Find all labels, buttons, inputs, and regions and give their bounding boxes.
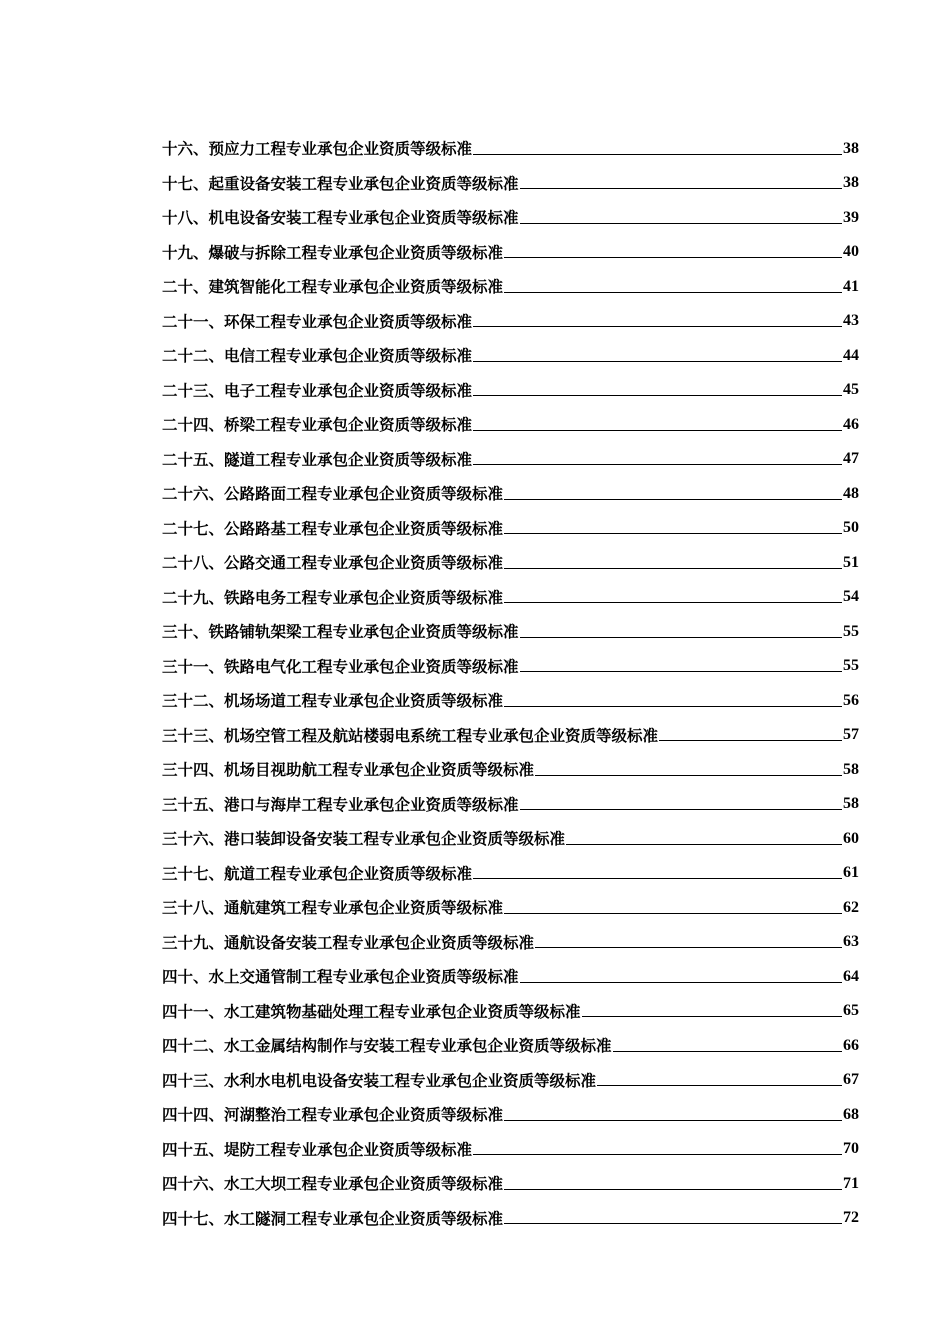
toc-entry-page-number: 54 [843, 588, 859, 605]
toc-entry[interactable] [162, 743, 859, 778]
toc-entry-title: 三十一、铁路电气化工程专业承包企业资质等级标准 [162, 656, 519, 676]
toc-entry[interactable] [162, 881, 859, 916]
toc-entry[interactable] [162, 1157, 859, 1192]
toc-entry-title: 二十三、电子工程专业承包企业资质等级标准 [162, 380, 473, 400]
toc-entry-title: 三十五、港口与海岸工程专业承包企业资质等级标准 [162, 794, 519, 814]
toc-entry[interactable] [162, 364, 859, 399]
toc-leader-line [473, 464, 842, 465]
toc-leader-line [582, 1016, 842, 1017]
toc-entry-title: 四十五、堤防工程专业承包企业资质等级标准 [162, 1139, 473, 1159]
toc-entry-title: 四十四、河湖整治工程专业承包企业资质等级标准 [162, 1105, 504, 1124]
toc-entry[interactable] [162, 1192, 859, 1227]
toc-leader-line [520, 982, 842, 983]
toc-leader-line [535, 775, 842, 776]
toc-leader-line [504, 257, 842, 258]
toc-entry[interactable] [162, 536, 859, 571]
toc-entry-page-number: 68 [843, 1105, 859, 1123]
toc-entry[interactable] [162, 605, 859, 640]
toc-entry[interactable] [162, 916, 859, 951]
toc-leader-line [535, 947, 842, 948]
toc-entry[interactable] [162, 1123, 859, 1158]
toc-leader-line [520, 671, 842, 672]
toc-entry-page-number: 45 [843, 381, 859, 398]
toc-entry[interactable] [162, 398, 859, 433]
toc-leader-line [520, 188, 842, 189]
toc-entry[interactable] [162, 950, 859, 985]
toc-entry-page-number: 38 [843, 174, 859, 191]
toc-entry-page-number: 67 [843, 1071, 859, 1088]
toc-entry-page-number: 56 [843, 691, 859, 709]
toc-entry-title: 十六、预应力工程专业承包企业资质等级标准 [162, 139, 473, 158]
toc-entry[interactable] [162, 778, 859, 813]
toc-leader-line [473, 154, 842, 155]
toc-entry-page-number: 66 [843, 1036, 859, 1054]
toc-entry-page-number: 55 [843, 657, 859, 674]
toc-entry-page-number: 65 [843, 1002, 859, 1019]
toc-entry-title: 三十七、航道工程专业承包企业资质等级标准 [162, 863, 473, 883]
toc-entry-title: 二十七、公路路基工程专业承包企业资质等级标准 [162, 518, 504, 538]
toc-entry[interactable] [162, 467, 859, 502]
toc-entry-page-number: 72 [843, 1209, 859, 1226]
toc-entry-page-number: 43 [843, 312, 859, 329]
toc-entry-title: 二十一、环保工程专业承包企业资质等级标准 [162, 311, 473, 331]
toc-entry[interactable] [162, 847, 859, 882]
toc-entry-page-number: 64 [843, 967, 859, 985]
toc-entry-page-number: 62 [843, 898, 859, 916]
toc-entry[interactable] [162, 260, 859, 295]
toc-leader-line [473, 326, 842, 327]
toc-leader-line [504, 568, 842, 569]
toc-leader-line [504, 602, 842, 603]
toc-entry-page-number: 38 [843, 139, 859, 157]
toc-entry-title: 四十七、水工隧洞工程专业承包企业资质等级标准 [162, 1208, 504, 1228]
toc-entry-page-number: 48 [843, 484, 859, 502]
toc-leader-line [473, 1154, 842, 1155]
toc-leader-line [504, 913, 842, 914]
toc-entry-page-number: 63 [843, 933, 859, 950]
toc-leader-line [597, 1085, 842, 1086]
toc-entry-page-number: 41 [843, 277, 859, 295]
toc-leader-line [520, 637, 842, 638]
toc-entry-title: 四十六、水工大坝工程专业承包企业资质等级标准 [162, 1174, 504, 1193]
toc-leader-line [659, 740, 842, 741]
toc-entry-title: 四十一、水工建筑物基础处理工程专业承包企业资质等级标准 [162, 1001, 581, 1021]
toc-entry-title: 三十三、机场空管工程及航站楼弱电系统工程专业承包企业资质等级标准 [162, 725, 659, 745]
toc-leader-line [504, 533, 842, 534]
toc-entry-page-number: 58 [843, 760, 859, 778]
toc-entry[interactable] [162, 191, 859, 226]
toc-leader-line [566, 844, 842, 845]
toc-entry[interactable] [162, 1019, 859, 1054]
toc-entry[interactable] [162, 1088, 859, 1123]
toc-entry[interactable] [162, 812, 859, 847]
toc-entry-title: 三十、铁路铺轨架梁工程专业承包企业资质等级标准 [162, 622, 519, 641]
toc-entry[interactable] [162, 709, 859, 744]
toc-entry-title: 二十五、隧道工程专业承包企业资质等级标准 [162, 449, 473, 469]
toc-entry[interactable] [162, 571, 859, 606]
toc-leader-line [504, 1223, 842, 1224]
toc-entry-title: 三十四、机场目视助航工程专业承包企业资质等级标准 [162, 760, 535, 779]
toc-leader-line [473, 430, 842, 431]
toc-entry-page-number: 55 [843, 622, 859, 640]
toc-entry[interactable] [162, 157, 859, 192]
toc-leader-line [613, 1051, 842, 1052]
toc-entry-page-number: 47 [843, 450, 859, 467]
toc-entry-title: 三十九、通航设备安装工程专业承包企业资质等级标准 [162, 932, 535, 952]
toc-entry[interactable] [162, 329, 859, 364]
toc-entry-page-number: 71 [843, 1174, 859, 1192]
toc-entry-title: 二十六、公路路面工程专业承包企业资质等级标准 [162, 484, 504, 503]
toc-entry[interactable] [162, 295, 859, 330]
toc-entry-page-number: 60 [843, 829, 859, 847]
toc-entry-title: 三十二、机场场道工程专业承包企业资质等级标准 [162, 691, 504, 710]
toc-leader-line [473, 361, 842, 362]
toc-entry[interactable] [162, 985, 859, 1020]
toc-entry[interactable] [162, 122, 859, 157]
toc-entry-page-number: 58 [843, 795, 859, 812]
toc-entry-page-number: 40 [843, 243, 859, 260]
toc-leader-line [504, 1120, 842, 1121]
toc-entry-title: 三十六、港口装卸设备安装工程专业承包企业资质等级标准 [162, 829, 566, 848]
toc-leader-line [504, 292, 842, 293]
table-of-contents [162, 122, 859, 1226]
toc-entry-title: 十七、起重设备安装工程专业承包企业资质等级标准 [162, 173, 519, 193]
toc-entry[interactable] [162, 433, 859, 468]
toc-entry-title: 三十八、通航建筑工程专业承包企业资质等级标准 [162, 898, 504, 917]
toc-entry-title: 二十四、桥梁工程专业承包企业资质等级标准 [162, 415, 473, 434]
toc-entry-page-number: 70 [843, 1140, 859, 1157]
toc-entry-page-number: 44 [843, 346, 859, 364]
toc-entry[interactable] [162, 226, 859, 261]
toc-entry[interactable] [162, 674, 859, 709]
toc-entry[interactable] [162, 502, 859, 537]
toc-entry-title: 四十、水上交通管制工程专业承包企业资质等级标准 [162, 967, 519, 986]
toc-leader-line [520, 223, 842, 224]
toc-entry-title: 二十九、铁路电务工程专业承包企业资质等级标准 [162, 587, 504, 607]
toc-entry-title: 四十二、水工金属结构制作与安装工程专业承包企业资质等级标准 [162, 1036, 612, 1055]
toc-entry[interactable] [162, 1054, 859, 1089]
toc-entry-title: 二十二、电信工程专业承包企业资质等级标准 [162, 346, 473, 365]
toc-entry[interactable] [162, 640, 859, 675]
toc-leader-line [473, 395, 842, 396]
toc-entry-title: 十九、爆破与拆除工程专业承包企业资质等级标准 [162, 242, 504, 262]
toc-leader-line [504, 706, 842, 707]
toc-entry-page-number: 46 [843, 415, 859, 433]
toc-entry-page-number: 39 [843, 208, 859, 226]
toc-entry-title: 十八、机电设备安装工程专业承包企业资质等级标准 [162, 208, 519, 227]
toc-leader-line [504, 1189, 842, 1190]
toc-entry-title: 二十、建筑智能化工程专业承包企业资质等级标准 [162, 277, 504, 296]
toc-entry-page-number: 51 [843, 553, 859, 571]
toc-leader-line [504, 499, 842, 500]
toc-entry-page-number: 50 [843, 519, 859, 536]
toc-entry-page-number: 61 [843, 864, 859, 881]
toc-entry-title: 四十三、水利水电机电设备安装工程专业承包企业资质等级标准 [162, 1070, 597, 1090]
toc-entry-title: 二十八、公路交通工程专业承包企业资质等级标准 [162, 553, 504, 572]
toc-leader-line [520, 809, 842, 810]
toc-leader-line [473, 878, 842, 879]
toc-entry-page-number: 57 [843, 726, 859, 743]
